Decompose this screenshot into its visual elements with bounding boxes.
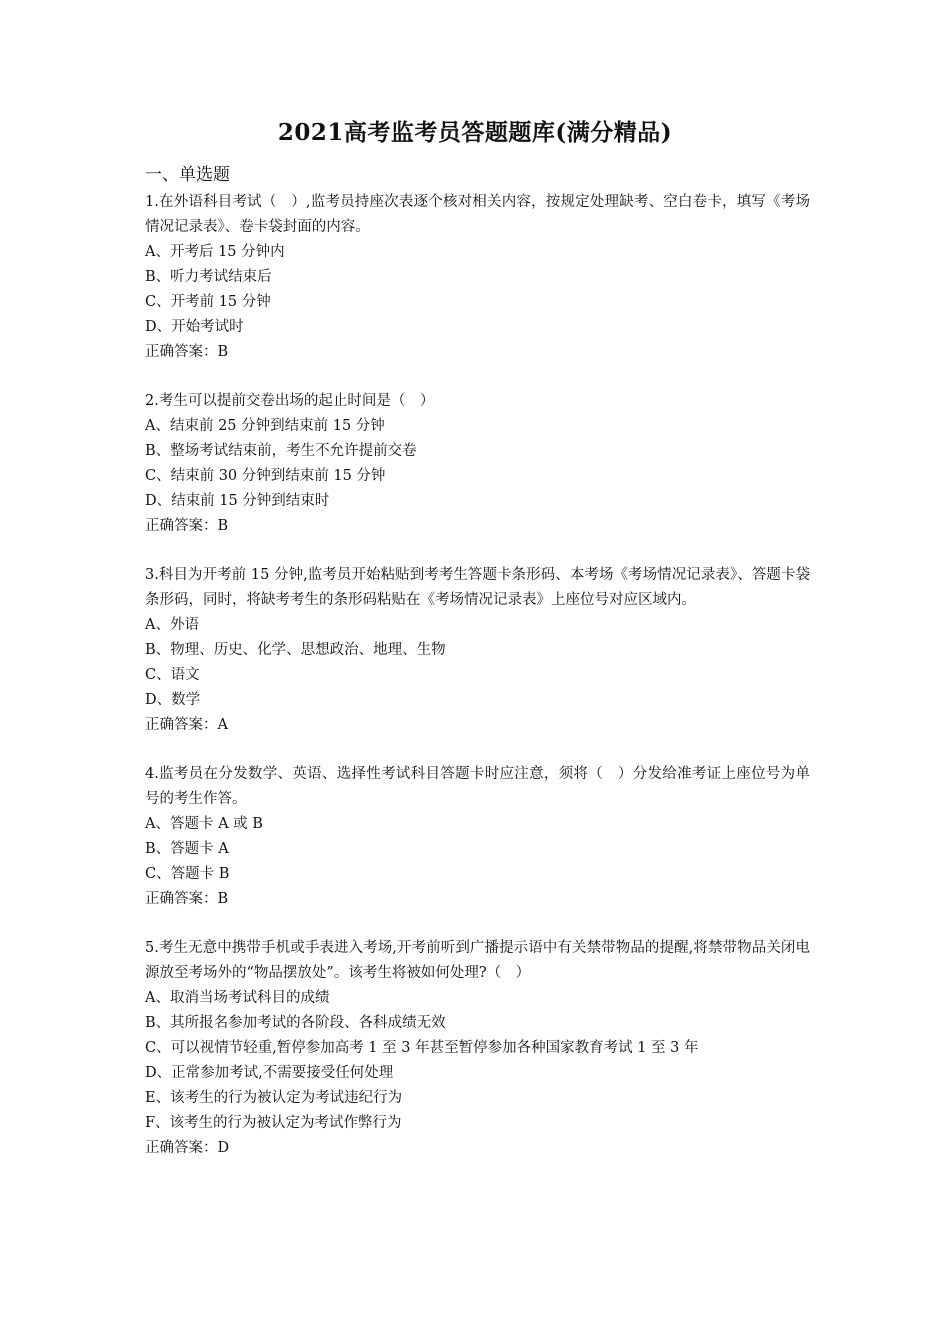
question-text: 2.考生可以提前交卷出场的起止时间是（ ） [145,393,435,409]
option-b: B、答题卡 A [145,841,229,857]
question-5 [145,936,810,1161]
option-e: E、该考生的行为被认定为考试违纪行为 [145,1090,403,1106]
section-heading: 一、单选题 [145,165,230,185]
correct-answer: 正确答案：D [145,1140,230,1156]
question-2 [145,389,810,539]
option-a: A、结束前 25 分钟到结束前 15 分钟 [145,418,385,434]
document-content [145,162,810,1185]
question-4 [145,762,810,912]
question-text: 4.监考员在分发数学、英语、选择性考试科目答题卡时应注意，须将（ ）分发给准考证上座位号为单号的考生作答。 [145,766,810,807]
question-text: 1.在外语科目考试（ ）,监考员持座次表逐个核对相关内容，按规定处理缺考、空白卷卡，填写《考场情况记录表》、卷卡袋封面的内容。 [145,194,810,235]
option-b: B、物理、历史、化学、思想政治、地理、生物 [145,642,446,658]
option-b: B、整场考试结束前，考生不允许提前交卷 [145,443,417,459]
option-c: C、语文 [145,667,200,683]
correct-answer: 正确答案：B [145,518,229,534]
option-c: C、开考前 15 分钟 [145,294,271,310]
correct-answer: 正确答案：A [145,717,228,733]
option-d: D、数学 [145,692,201,708]
option-a: A、外语 [145,617,199,633]
option-a: A、答题卡 A 或 B [145,816,263,832]
question-1 [145,190,810,365]
option-d: D、结束前 15 分钟到结束时 [145,493,330,509]
option-c: C、答题卡 B [145,866,230,882]
question-3 [145,563,810,738]
option-d: D、开始考试时 [145,319,244,335]
question-text: 5.考生无意中携带手机或手表进入考场,开考前听到广播提示语中有关禁带物品的提醒,将禁带物品关闭电源放至考场外的“物品摆放处”。该考生将被如何处理?（ ） [145,940,810,981]
correct-answer: 正确答案：B [145,891,229,907]
option-d: D、正常参加考试,不需要接受任何处理 [145,1065,394,1081]
option-a: A、开考后 15 分钟内 [145,244,285,260]
question-text: 3.科目为开考前 15 分钟,监考员开始粘贴到考考生答题卡条形码、本考场《考场情况记录表》、答题卡袋条形码，同时，将缺考考生的条形码粘贴在《考场情况记录表》上座位号对应区域内。 [145,567,810,608]
option-a: A、取消当场考试科目的成绩 [145,990,330,1006]
correct-answer: 正确答案：B [145,344,229,360]
option-c: C、结束前 30 分钟到结束前 15 分钟 [145,468,386,484]
option-f: F、该考生的行为被认定为考试作弊行为 [145,1115,402,1131]
option-b: B、其所报名参加考试的各阶段、各科成绩无效 [145,1015,446,1031]
option-b: B、听力考试结束后 [145,269,272,285]
option-c: C、可以视情节轻重,暂停参加高考 1 至 3 年甚至暂停参加各种国家教育考试 1 至 3 年 [145,1040,699,1056]
document-title: 2021高考监考员答题题库(满分精品) [277,119,673,146]
